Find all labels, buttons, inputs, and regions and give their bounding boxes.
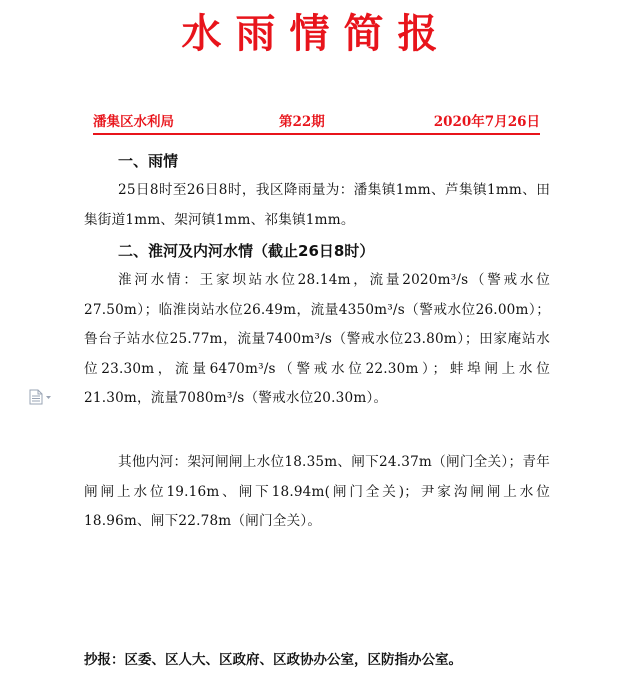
masthead [93, 113, 540, 135]
inland-river-paragraph: 其他内河：架河闸闸上水位18.35m、闸下24.37m（闸门全关）；青年闸闸上水位19.16m、闸下18.94m(闸门全关)；尹家沟闸闸上水位18.96m、闸下22.78m（闸门全关）。 [84, 454, 550, 529]
paragraph-options-widget[interactable] [28, 389, 54, 405]
section-heading-river-levels: 二、淮河及内河水情（截止26日8时） [118, 242, 375, 260]
issuing-organization: 潘集区水利局 [93, 114, 174, 130]
section-heading-rainfall: 一、雨情 [118, 152, 179, 170]
caret-down-icon [46, 396, 51, 399]
issue-date: 2020年7月26日 [433, 114, 540, 130]
report-title: 水雨情简报 [181, 11, 452, 57]
document-icon [30, 390, 42, 404]
issue-number: 第22期 [279, 114, 325, 130]
distribution-list: 抄报：区委、区人大、区政府、区政协办公室，区防指办公室。 [84, 652, 462, 668]
huai-river-paragraph: 淮河水情：王家坝站水位28.14m，流量2020m³/s（警戒水位27.50m）；临淮岗站水位26.49m，流量4350m³/s（警戒水位26.00m）；鲁台子站水位25.77m，流量7400m³/s（警戒水位23.80m）；田家庵站水位23.30m，流量6470m³/s（警戒水位22.30m）；蚌埠闸上水位21.30m，流量7080m³/s（警戒水位20.30m）。 [84, 272, 550, 406]
rainfall-paragraph: 25日8时至26日8时，我区降雨量为：潘集镇1mm、芦集镇1mm、田集街道1mm、架河镇1mm、祁集镇1mm。 [84, 182, 550, 228]
